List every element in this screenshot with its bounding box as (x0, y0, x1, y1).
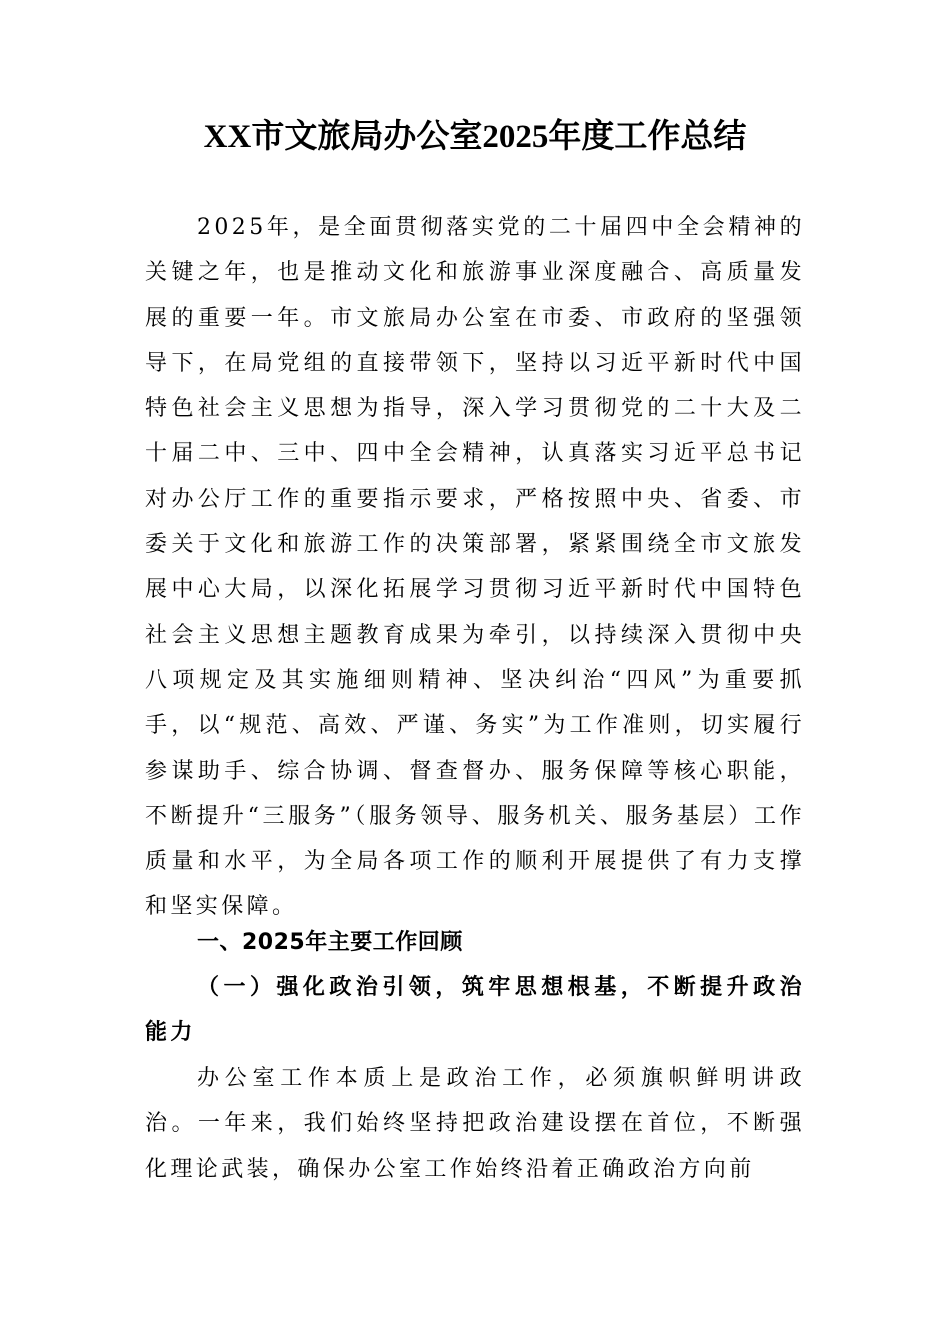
section-heading: 一、2025年主要工作回顾 (197, 930, 463, 955)
intro-paragraph: 2025年，是全面贯彻落实党的二十届四中全会精神的关键之年，也是推动文化和旅游事业深度融合、高质量发展的重要一年。市文旅局办公室在市委、市政府的坚强领导下，在局党组的直接带领下，坚持以习近平新时代中国特色社会主义思想为指导，深入学习贯彻党的二十大及二十届二中、三中、四中全会精神，认真落实习近平总书记对办公厅工作的重要指示要求，严格按照中央、省委、市委关于文化和旅游工作的决策部署，紧紧围绕全市文旅发展中心大局，以深化拓展学习贯彻习近平新时代中国特色社会主义思想主题教育成果为牵引，以持续深入贯彻中央八项规定及其实施细则精神、坚决纠治“四风”为重要抓手，以“规范、高效、严谨、务实”为工作准则，切实履行参谋助手、综合协调、督查督办、服务保障等核心职能，不断提升“三服务”（服务领导、服务机关、服务基层）工作质量和水平，为全局各项工作的顺利开展提供了有力支撑和坚实保障。 (145, 215, 805, 920)
subsection-paragraph: 办公室工作本质上是政治工作，必须旗帜鲜明讲政治。一年来，我们始终坚持把政治建设摆在首位，不断强化理论武装，确保办公室工作始终沿着正确政治方向前 (145, 1066, 805, 1182)
document-title: XX市文旅局办公室2025年度工作总结 (203, 119, 747, 155)
subsection-heading: （一）强化政治引领，筑牢思想根基，不断提升政治能力 (145, 974, 805, 1046)
